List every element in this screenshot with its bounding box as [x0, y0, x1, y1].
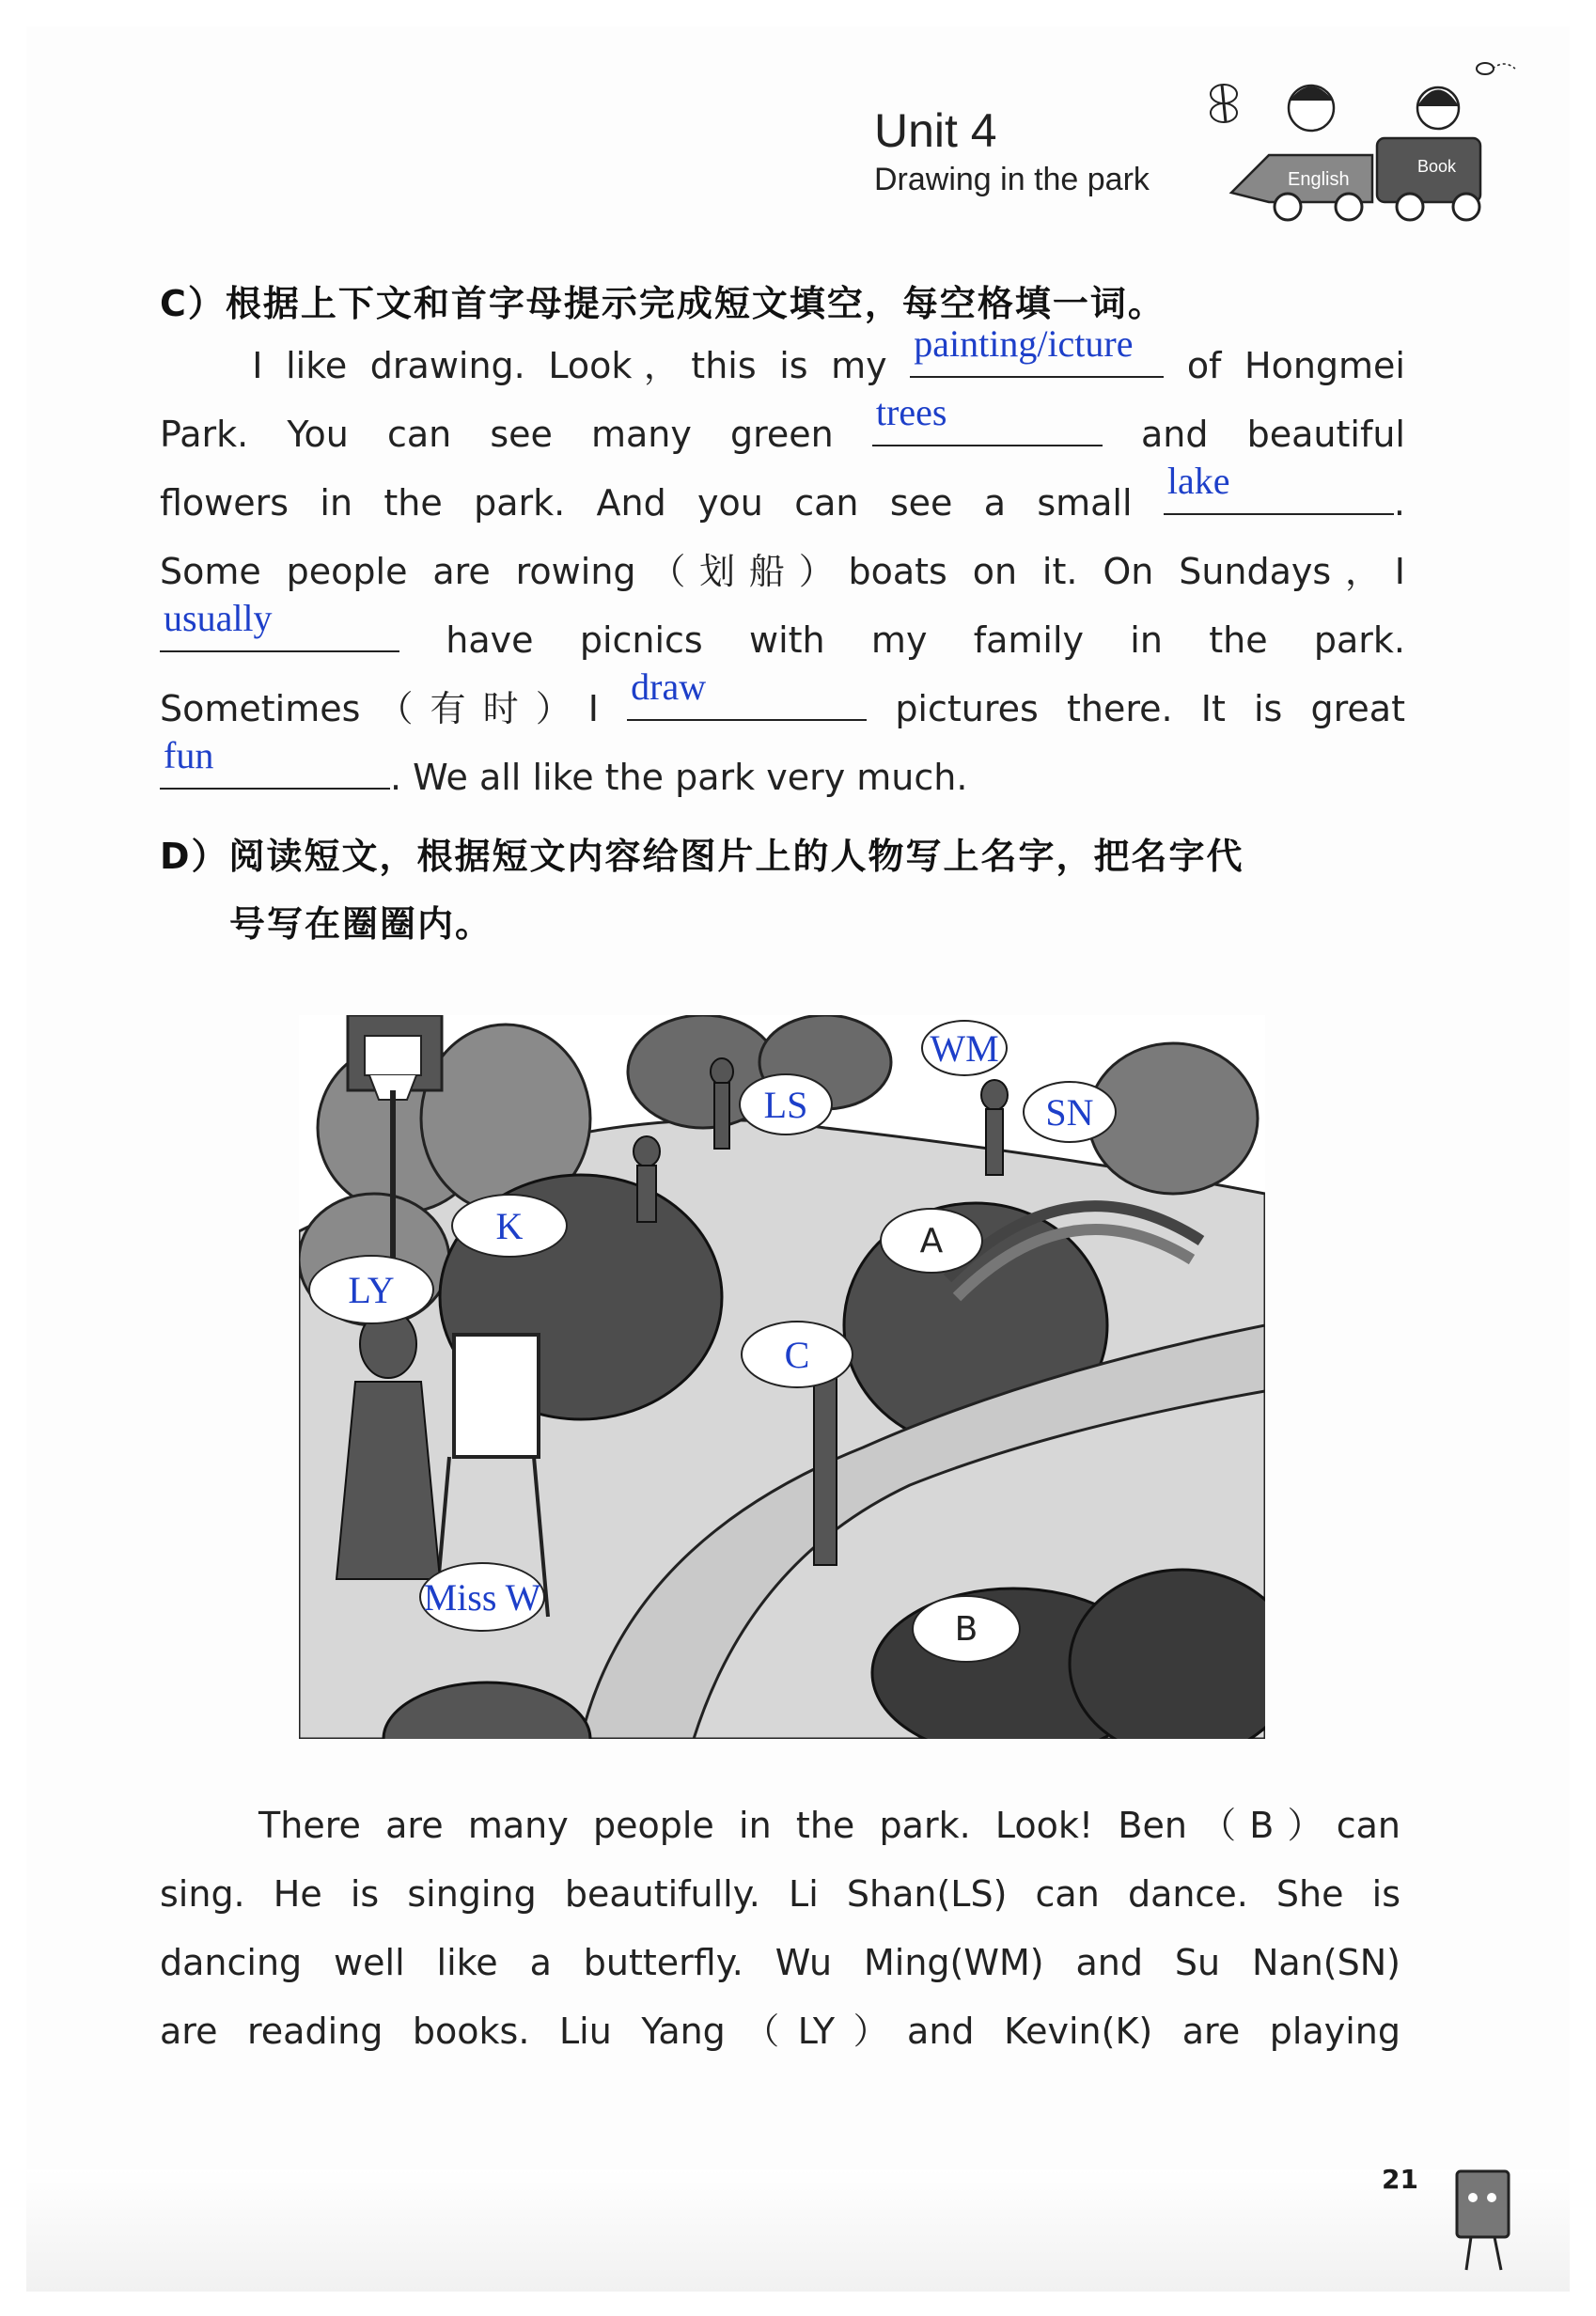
answer-blank[interactable] [160, 734, 390, 790]
name-bubble-wm[interactable] [921, 1020, 1008, 1076]
unit-subtitle: Drawing in the park [874, 162, 1150, 197]
unit-header [874, 103, 1150, 198]
answer-blank[interactable] [160, 597, 399, 652]
answer-blank[interactable] [1164, 460, 1394, 515]
name-bubble-b[interactable] [912, 1595, 1021, 1663]
bubble-label: Miss W [423, 1575, 541, 1619]
bubble-label: C [784, 1333, 810, 1376]
answer-blank[interactable] [910, 322, 1164, 378]
section-c-title: C）根据上下文和首字母提示完成短文填空，每空格填一词。 [160, 283, 1166, 324]
passage-line: flowers in the park. And you can see a small lake . [160, 469, 1405, 538]
footer-band [26, 2169, 1570, 2292]
answer-blank[interactable] [627, 665, 867, 721]
unit-title: Unit 4 [874, 104, 997, 157]
passage-line: fun . We all like the park very much. [160, 743, 1405, 812]
passage-line: Sometimes（有时）I draw pictures there. It is great [160, 675, 1405, 743]
passage-line: dancing well like a butterfly. Wu Ming(WM) and Su Nan(SN) [160, 1942, 1400, 1983]
name-bubble-a[interactable] [880, 1208, 983, 1274]
bubble-label: K [495, 1204, 524, 1247]
page-number: 21 [1382, 2164, 1418, 2195]
answer-text: draw [631, 665, 707, 708]
passage-line: Some people are rowing（划船）boats on it. On Sundays，I [160, 551, 1405, 592]
section-c-passage [160, 322, 1405, 812]
bubble-label: LY [348, 1268, 395, 1311]
passage-line: There are many people in the park. Look! Ben（B）can [258, 1805, 1400, 1846]
answer-blank[interactable] [872, 391, 1103, 446]
passage-line: Park. You can see many green trees and beautiful [160, 400, 1405, 469]
butterfly-icon [1211, 85, 1237, 122]
passage-line: usually have picnics with my family in the park. [160, 606, 1405, 675]
passage-line: I like drawing. Look，this is my painting/icture of Hongmei [160, 332, 1405, 400]
section-d-title-line2: 号写在圈圈内。 [229, 903, 493, 945]
name-bubble-ls[interactable] [739, 1073, 833, 1135]
name-bubble-ly[interactable] [308, 1255, 434, 1324]
passage-line: are reading books. Liu Yang（LY）and Kevin(K) are playing [160, 2011, 1400, 2052]
answer-text: fun [164, 734, 214, 776]
answer-text: lake [1166, 460, 1230, 502]
answer-text: usually [164, 597, 273, 639]
answer-text: trees [875, 391, 947, 433]
park-illustration [299, 1015, 1265, 1739]
name-bubble-c[interactable] [741, 1321, 853, 1388]
bubble-label: A [919, 1221, 944, 1260]
book-label: Book [1417, 157, 1457, 176]
bubble-label: LS [763, 1083, 808, 1126]
bubble-label: WM [930, 1026, 999, 1070]
answer-text: painting/icture [914, 322, 1134, 365]
section-d-passage [160, 1792, 1400, 2066]
car-label: English [1288, 169, 1350, 190]
bubble-label: SN [1045, 1090, 1094, 1134]
book-mascot-icon [1443, 2152, 1527, 2284]
name-bubble-miss-w[interactable] [419, 1562, 545, 1632]
passage-line: sing. He is singing beautifully. Li Shan(LS) can dance. She is [160, 1873, 1400, 1915]
name-bubble-k[interactable] [451, 1194, 568, 1258]
bubble-label: B [954, 1609, 978, 1649]
section-d-title-line1: D）阅读短文，根据短文内容给图片上的人物写上名字，把名字代 [160, 836, 1244, 877]
name-bubble-sn[interactable] [1023, 1081, 1117, 1143]
bee-icon [1477, 63, 1515, 74]
kids-car-illustration [1194, 52, 1523, 230]
